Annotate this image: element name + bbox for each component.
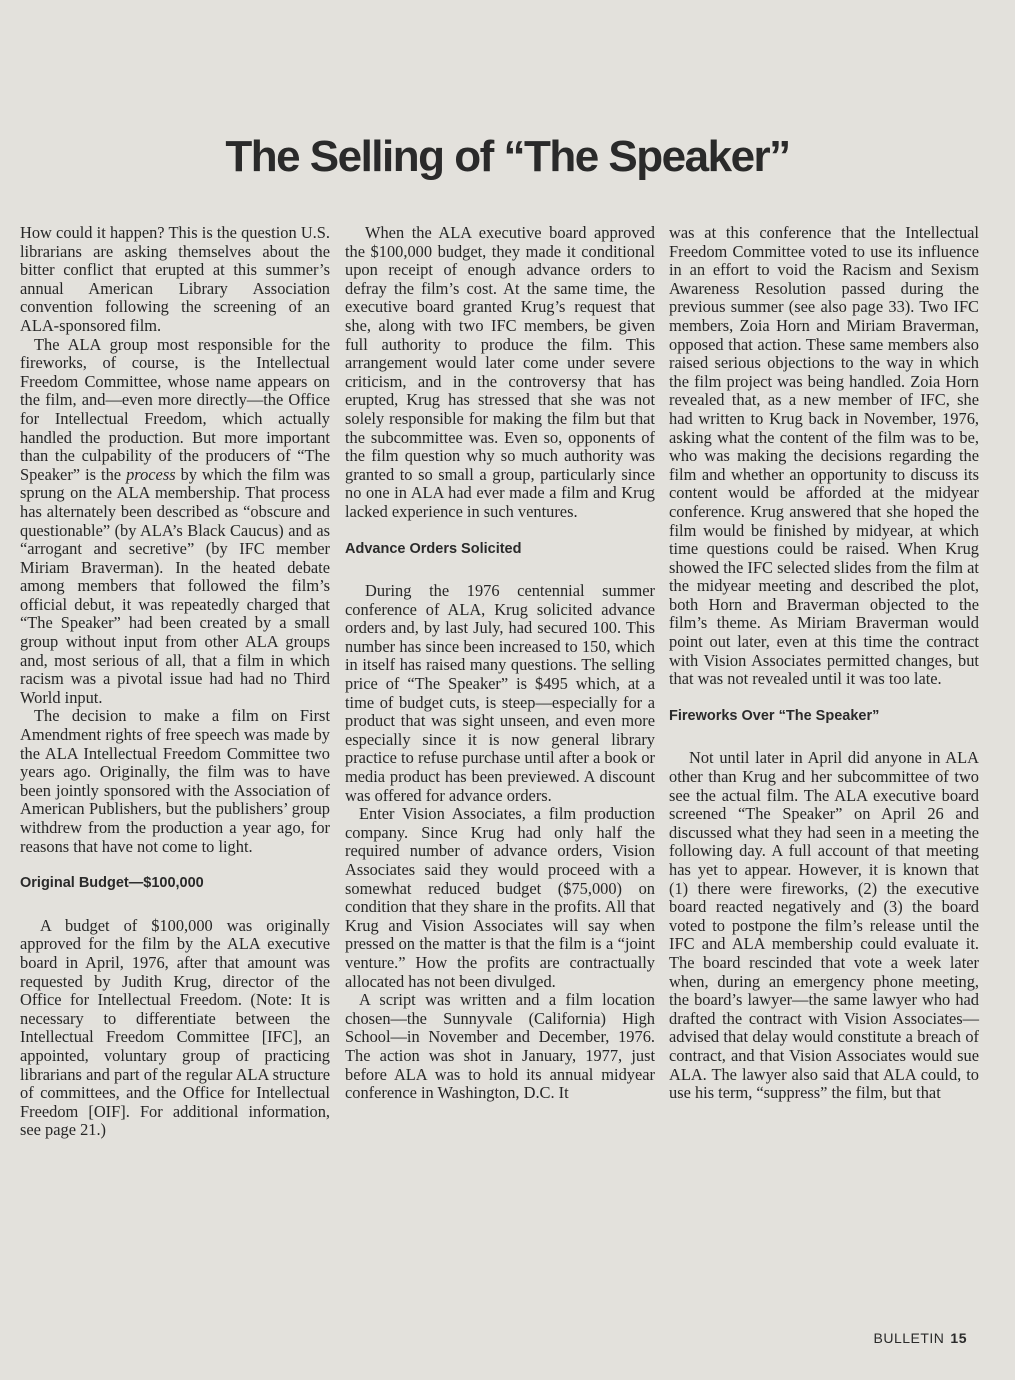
paragraph: The decision to make a film on First Amendment rights of free speech was made by the ALA Intellectual Freedom Committee two years ago. Originally, the film was to have been jointly sponsored with the Association of American Publishers, but the publishers’ group withdrew from the production a year ago, for reasons that have not come to light. xyxy=(20,706,330,856)
section-heading: Original Budget—$100,000 xyxy=(20,875,204,892)
paragraph: How could it happen? This is the question U.S. librarians are asking themselves about the bitter conflict that erupted at this summer’s annual American Library Association convention following the screening of an ALA-sponsored film. xyxy=(20,223,330,335)
paragraph-text: The ALA group most responsible for the fireworks, of course, is the Intellectual Freedom Committee, whose name appears on the film, and—even more directly—the Office for Intellectual Freedom, which actually handled the production. But more important than the culpability of the producers of “The Speaker” is the xyxy=(20,334,330,484)
paragraph: Not until later in April did anyone in ALA other than Krug and her subcommittee of two see the actual film. The ALA executive board screened “The Speaker” on April 26 and discussed what they had seen in a meeting the following day. A full account of that meeting has yet to appear. However, it is known that (1) there were fireworks, (2) the executive board reacted negatively and (3) the board voted to postpone the film’s release until the IFC and ALA membership could evaluate it. The board rescinded that vote a week later when, during an emergency phone meeting, the board’s lawyer—the same lawyer who had drafted the contract with Vision Associates—advised that delay would constitute a breach of contract, and that Vision Associates would sue ALA. The lawyer also said that ALA could, to use his term, “suppress” the film, but that xyxy=(669,748,979,1103)
paragraph: was at this conference that the Intellectual Freedom Committee voted to use its influence in an effort to void the Racism and Sexism Awareness Resolution passed during the previous summer (see also page 33). Two IFC members, Zoia Horn and Miriam Braverman, opposed that action. These same members also raised serious objections to the way in which the film project was being handled. Zoia Horn revealed that, as a new member of IFC, she had written to Krug back in November, 1976, asking what the content of the film was to be, who was making the decisions regarding the film and whether an opportunity to discuss its content would be afforded at the midyear conference. Krug answered that she hoped the film would be finished by midyear, at which time questions could be raised. When Krug showed the IFC selected slides from the film at the midyear meeting and described the plot, both Horn and Braverman objected to the film’s theme. As Miriam Braverman would point out later, even at this time the contract with Vision Associates permitted changes, but that was not revealed until it was too late. xyxy=(669,223,979,689)
paragraph xyxy=(20,336,330,708)
column-2 xyxy=(345,224,655,1103)
section-heading: Advance Orders Solicited xyxy=(345,540,522,557)
paragraph-text: by which the film was sprung on the ALA membership. That process has alternately been described as “obscure and questionable” (by ALA’s Black Caucus) and as “arrogant and secretive” (by IFC member Miriam Braverman). In the heated debate among members that followed the film’s official debut, it was repeatedly charged that “The Speaker” had been created by a small group without input from other ALA groups and, most serious of all, that a film in which racism was a pivotal issue had had no Third World input. xyxy=(20,464,330,707)
column-1 xyxy=(20,224,330,1140)
emphasis: process xyxy=(126,464,176,484)
paragraph: A budget of $100,000 was originally approved for the film by the ALA executive board in April, 1976, after that amount was requested by Judith Krug, director of the Office for Intellectual Freedom. (Note: It is necessary to differentiate between the Intellectual Freedom Committee [IFC], an appointed, voluntary group of practicing librarians and part of the regular ALA structure of committees, and the Office for Intellectual Freedom [OIF]. For additional information, see page 21.) xyxy=(20,915,330,1140)
section-heading: Fireworks Over “The Speaker” xyxy=(669,707,880,724)
publication-label: BULLETIN xyxy=(873,1330,945,1346)
column-3 xyxy=(669,224,979,1103)
paragraph: When the ALA executive board approved the $100,000 budget, they made it conditional upon receipt of enough advance orders to defray the film’s cost. At the same time, the executive board granted Krug’s request that she, along with two IFC members, be given full authority to produce the film. This arrangement would later come under severe criticism, and in the controversy that has erupted, Krug has stressed that she was not solely responsible for making the film but that the subcommittee was. Even so, opponents of the film question why so much authority was granted to so small a group, particularly since no one in ALA had ever made a film and Krug lacked experience in such ventures. xyxy=(345,223,655,521)
page-number: 15 xyxy=(950,1330,967,1346)
paragraph: A script was written and a film location chosen—the Sunnyvale (California) High School—in November and December, 1976. The action was shot in January, 1977, just before ALA was to hold its annual midyear conference in Washington, D.C. It xyxy=(345,990,655,1103)
paragraph: During the 1976 centennial summer conference of ALA, Krug solicited advance orders and, by last July, had secured 100. This number has since been increased to 150, which in itself has raised many questions. The selling price of “The Speaker” is $495 which, at a time of budget cuts, is steep—especially for a product that was sight unseen, and even more especially since it is now general library practice to refuse purchase until after a book or media product has been previewed. A discount was offered for advance orders. xyxy=(345,581,655,805)
article-title: The Selling of “The Speaker” xyxy=(225,132,790,181)
page-footer xyxy=(874,1330,968,1346)
paragraph: Enter Vision Associates, a film production company. Since Krug had only half the required number of advance orders, Vision Associates said they would proceed with a somewhat reduced budget ($75,000) on condition that they share in the profits. All that Krug and Vision Associates will say when pressed on the matter is that the film is a “joint venture.” How the profits are contractually allocated has not been divulged. xyxy=(345,804,655,991)
